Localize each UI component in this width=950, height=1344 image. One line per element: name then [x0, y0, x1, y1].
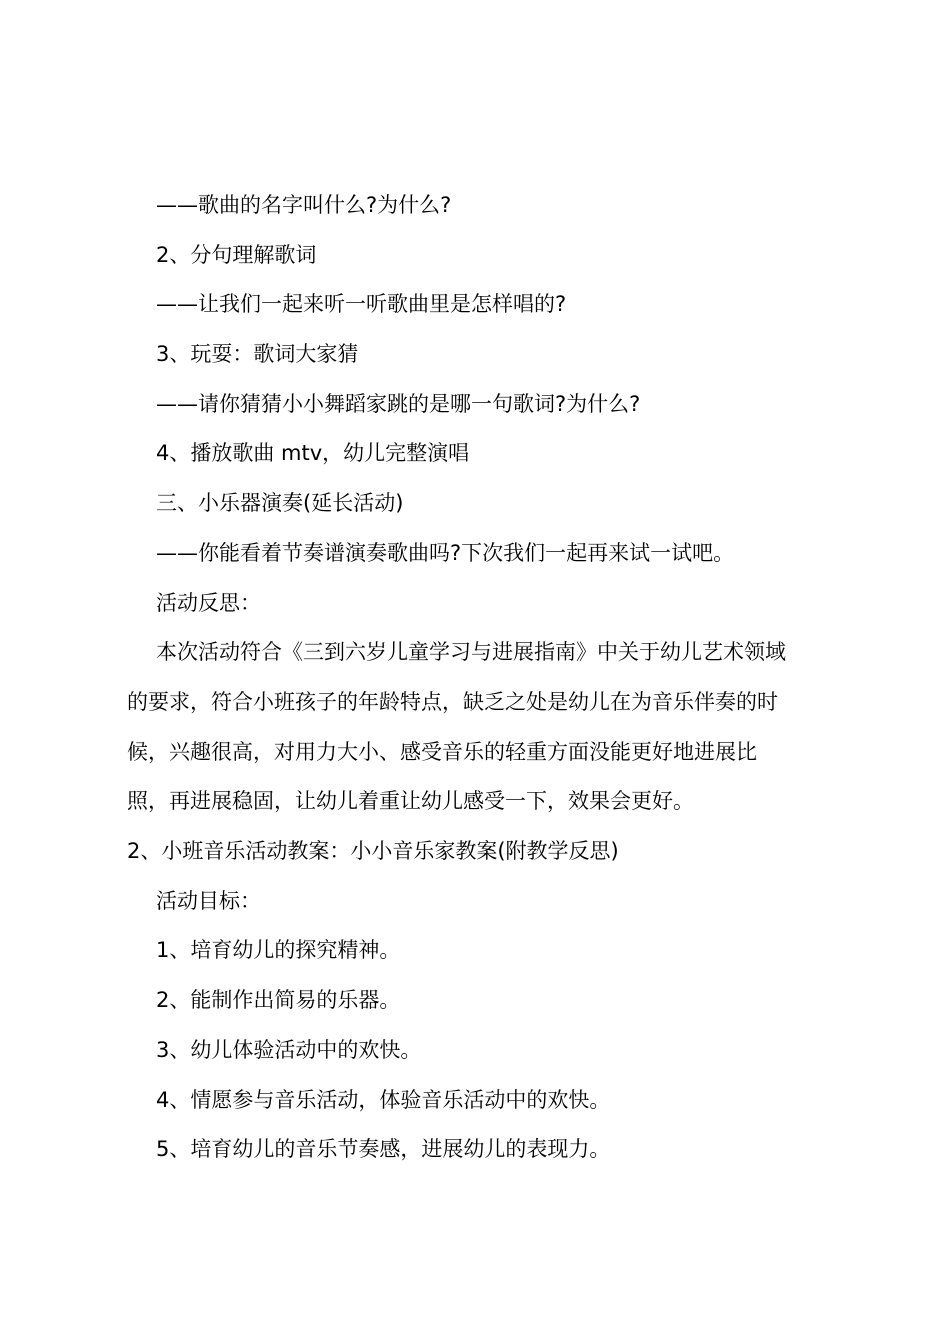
paragraph-line: 的要求，符合小班孩子的年龄特点，缺乏之处是幼儿在为音乐伴奏的时: [127, 690, 778, 714]
section-heading: 三、小乐器演奏(延长活动): [156, 491, 404, 515]
section-heading: 3、玩耍：歌词大家猜: [156, 342, 359, 366]
section-heading: 活动目标：: [156, 889, 261, 913]
list-item: 5、培育幼儿的音乐节奏感，进展幼儿的表现力。: [156, 1137, 611, 1161]
text-line: ——歌曲的名字叫什么?为什么?: [156, 193, 452, 217]
paragraph-line: 照，再进展稳固，让幼儿着重让幼儿感受一下，效果会更好。: [127, 789, 694, 813]
list-item: 4、情愿参与音乐活动，体验音乐活动中的欢快。: [156, 1088, 611, 1112]
paragraph-line: 候，兴趣很高，对用力大小、感受音乐的轻重方面没能更好地进展比: [127, 740, 757, 764]
list-item: 1、培育幼儿的探究精神。: [156, 938, 401, 962]
section-heading: 2、分句理解歌词: [156, 243, 317, 267]
list-item: 2、能制作出简易的乐器。: [156, 988, 401, 1012]
section-heading: 4、播放歌曲 mtv，幼儿完整演唱: [156, 441, 470, 465]
section-heading: 2、小班音乐活动教案：小小音乐家教案(附教学反思): [127, 839, 619, 863]
text-line: ——你能看着节奏谱演奏歌曲吗?下次我们一起再来试一试吧。: [156, 541, 735, 565]
list-item: 3、幼儿体验活动中的欢快。: [156, 1038, 422, 1062]
section-heading: 活动反思：: [156, 591, 261, 615]
paragraph-line: 本次活动符合《三到六岁儿童学习与进展指南》中关于幼儿艺术领域: [156, 640, 786, 664]
text-line: ——请你猜猜小小舞蹈家跳的是哪一句歌词?为什么?: [156, 392, 641, 416]
text-line: ——让我们一起来听一听歌曲里是怎样唱的?: [156, 292, 567, 316]
